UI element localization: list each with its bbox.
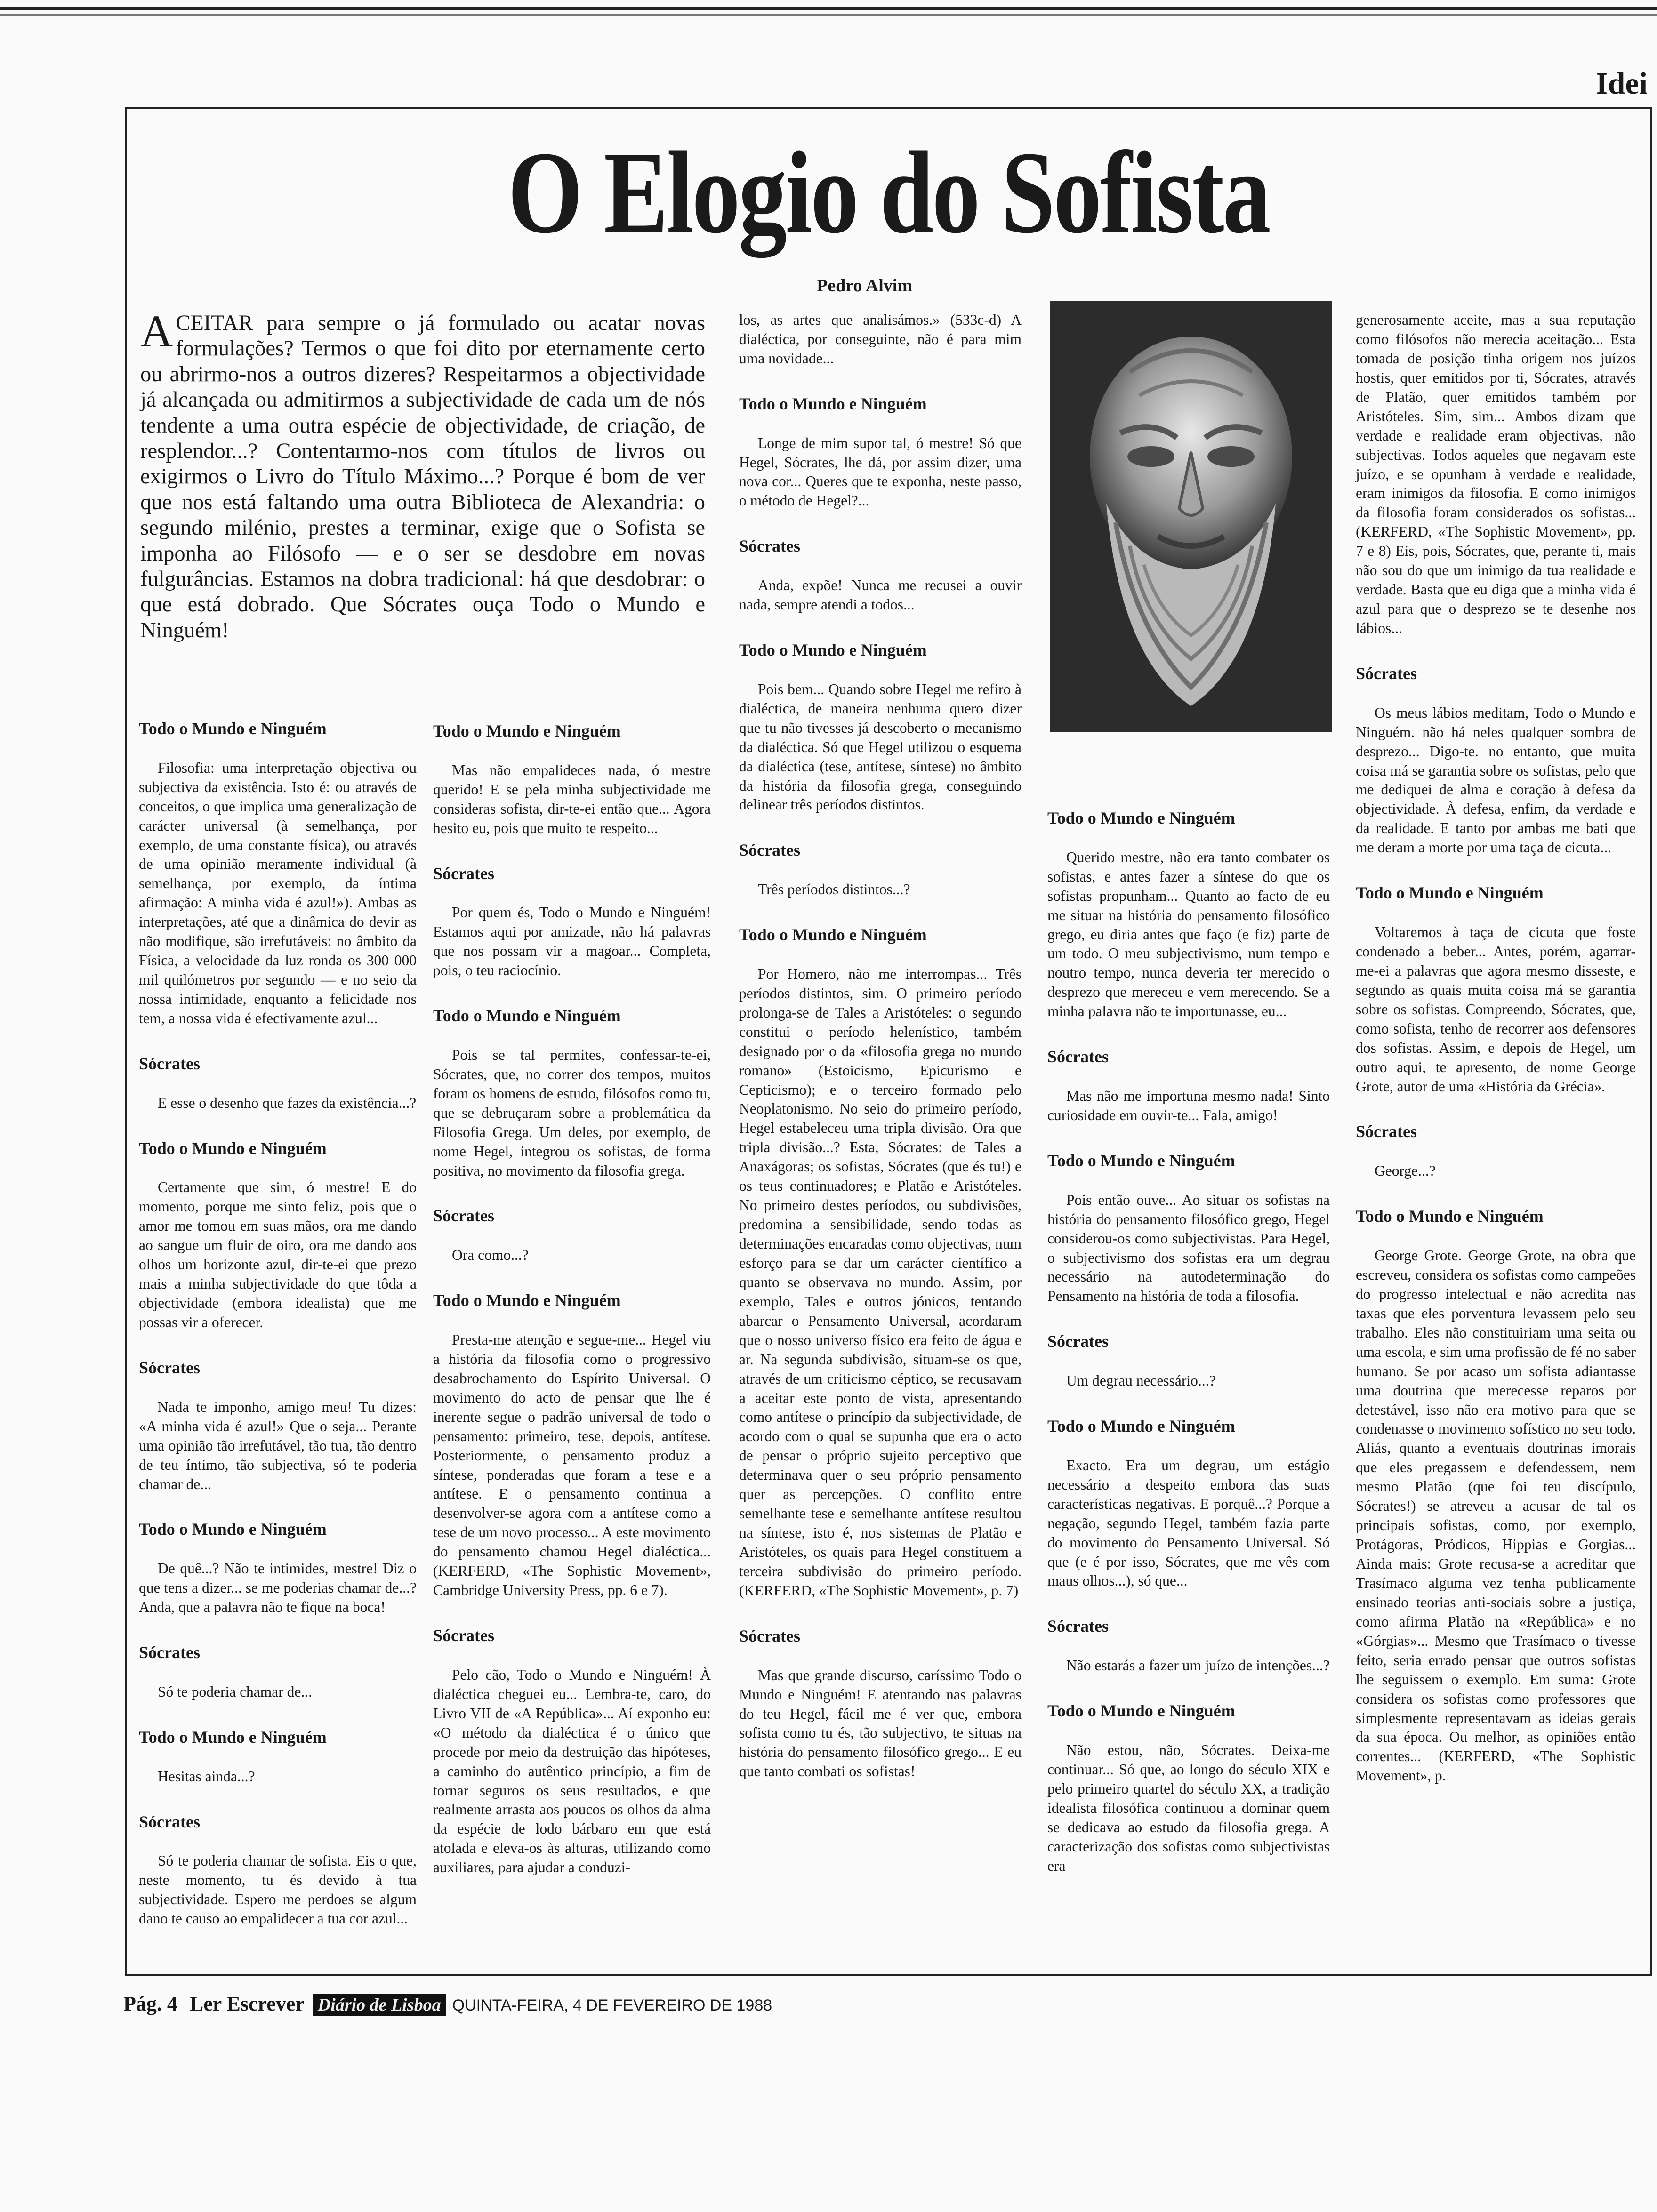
speaker-heading: Todo o Mundo e Ninguém <box>139 1138 327 1158</box>
speaker-heading: Todo o Mundo e Ninguém <box>139 719 327 738</box>
dialogue-paragraph: Os meus lábios meditam, Todo o Mundo e Ninguém. não há neles qualquer sombra de desprezo... Digo-te. no entanto, que muita coisa má se garantia sobre os sofistas, pelo que me dediquei de alma e coração à defesa da objectividade. À defesa, enfim, da verdade e da realidade. E tanto por ambas me bati que me deram a morte por uma taça de cicuta... <box>1356 704 1636 856</box>
dialogue-paragraph: Não estou, não, Sócrates. Deixa-me continuar... Só que, ao longo do século XIX e pelo primeiro quartel do século XX, a tradição idealista filosófica continuou a dominar quem se dedicava ao estudo da filosofia grega. A caracterização dos sofistas como subjectivistas era <box>1047 1741 1330 1874</box>
drop-cap: A <box>140 306 173 356</box>
article-title: O Elogio do Sofista <box>507 128 1270 258</box>
speaker-heading: Sócrates <box>739 1626 800 1645</box>
speaker-heading: Todo o Mundo e Ninguém <box>1356 1207 1544 1226</box>
speaker-heading: Sócrates <box>1047 1617 1109 1636</box>
speaker-heading: Sócrates <box>1047 1332 1109 1351</box>
speaker-heading: Sócrates <box>139 1358 200 1377</box>
dialogue-paragraph: Pois bem... Quando sobre Hegel me refiro à dialéctica, de maneira nenhuma quero dizer que tu não tivesses já descoberto o mecanismo da dialéctica. Só que Hegel utilizou o esquema da dialéctica (tese, antítese, síntese) no âmbito da história da filosofia grega, conseguindo delinear três períodos distintos. <box>739 681 1022 813</box>
dialogue-paragraph: Só te poderia chamar de... <box>158 1683 312 1700</box>
dialogue-paragraph: Pelo cão, Todo o Mundo e Ninguém! À dialéctica cheguei eu... Lembra-te, caro, do Livro VII de «A República»... Aí exponho eu: «O método da dialéctica é o único que procede por meio da destruição das hipóteses, a caminho do autêntico princípio, a fim de tornar seguros os seus resultados, e que realmente arrasta aos poucos os olhos da alma da espécie de lodo bárbaro em que está atolada e eleva-os às alturas, utilizando como auxiliares, para ajudar a conduzi- <box>433 1666 711 1876</box>
speaker-heading: Todo o Mundo e Ninguém <box>139 1727 327 1747</box>
text-column-2 <box>433 720 711 1877</box>
speaker-heading: Todo o Mundo e Ninguém <box>433 1006 621 1026</box>
speaker-heading: Todo o Mundo e Ninguém <box>433 721 621 740</box>
speaker-heading: Sócrates <box>139 1054 200 1073</box>
dialogue-paragraph: Certamente que sim, ó mestre! E do momento, porque me sinto feliz, pois que o amor me tomou em suas mãos, ora me dando ao sangue um fluir de oiro, ora me dando aos olhos um horizonte azul, dir-te-ei que prezo mais a minha subjectividade do que tôda a objectividade (embora idealista) que me possas vir a oferecer. <box>139 1179 417 1331</box>
bust-illustration <box>1050 301 1332 732</box>
dialogue-paragraph: De quê...? Não te intimides, mestre! Diz o que tens a dizer... se me poderias chamar de...? Anda, que a palavra não te fique na boca! <box>139 1560 417 1616</box>
dialogue-paragraph: Filosofia: uma interpretação objectiva ou subjectiva da existência. Isto é: ou através de conceitos, o que implica uma generalização de carácter universal (à semelhança, por exemplo, de uma constante física), ou através de uma opinião meramente individual (à semelhança, por exemplo, da íntima afirmação: A minha vida é azul!»). Ambas as interpretações, até que a dinâmica do devir as não modifique, são irrefutáveis: no âmbito da Física, a velocidade da luz ronda os 300 000 mil quilómetros por segundo — e no seio da nossa intimidade, enquanto a felicidade nos tem, a nossa vida é efectivamente azul... <box>139 759 417 1026</box>
page-footer <box>123 1992 772 2016</box>
dialogue-paragraph: Pois então ouve... Ao situar os sofistas na história do pensamento filosófico grego, Hegel considerou-os como subjectivistas. Para Hegel, o subjectivismo dos sofistas era um degrau necessário na autodeterminação do Pensamento na história de toda a filosofia. <box>1047 1191 1330 1305</box>
speaker-heading: Sócrates <box>139 1812 200 1831</box>
dialogue-paragraph: Três períodos distintos...? <box>758 881 910 898</box>
lead-paragraph <box>140 306 705 643</box>
speaker-heading: Todo o Mundo e Ninguém <box>1356 883 1544 903</box>
section-tag: Idei <box>1596 66 1648 101</box>
dialogue-paragraph: Por quem és, Todo o Mundo e Ninguém! Estamos aqui por amizade, não há palavras que nos possam vir a magoar... Completa, pois, o teu raciocínio. <box>433 904 711 979</box>
dialogue-paragraph: Mas que grande discurso, caríssimo Todo o Mundo e Ninguém! E atentando nas palavras do teu Hegel, fácil me é ver que, embora sofista como tu és, tão subjectivo, te situas na história do pensamento filosófico grego... E eu que tanto combati os sofistas! <box>739 1667 1022 1780</box>
dialogue-paragraph: Ora como...? <box>452 1247 529 1264</box>
issue-date: QUINTA-FEIRA, 4 DE FEVEREIRO DE 1988 <box>452 1996 772 2014</box>
lead-text: CEITAR para sempre o já formulado ou acatar novas formulações? Termos o que foi dito por eternamente certo ou abrirmo-nos a outros dizeres? Respeitarmos a objectividade já alcançada ou admitirmos a subjectividade de cada um de nós tendente a uma outra espécie de objectividade, de criação, de resplendor...? Contentarmo-nos com títulos de livros ou exigirmos o Livro do Título Máximo...? Porque é bom de ver que nos está faltando uma outra Biblioteca de Alexandria: o segundo milénio, prestes a terminar, exige que o Sofista se imponha ao Filósofo — e o ser se desdobre em novas fulgurâncias. Estamos na dobra tradicional: há que desdobrar: o que está dobrado. Que Sócrates ouça Todo o Mundo e Ninguém! <box>140 311 705 642</box>
page-number: Pág. 4 <box>123 1992 177 2015</box>
speaker-heading: Sócrates <box>739 537 800 556</box>
speaker-heading: Todo o Mundo e Ninguém <box>739 925 927 945</box>
dialogue-paragraph: Mas não empalideces nada, ó mestre querido! E se pela minha subjectividade me consideras sofista, dir-te-ei então que... Agora hesito eu, pois que muito te respeito... <box>433 761 711 836</box>
speaker-heading: Sócrates <box>433 1626 494 1645</box>
dialogue-paragraph: generosamente aceite, mas a sua reputação como filósofos não merecia aceitação... Esta tomada de posição tinha origem nos juízos hostis, quer emitidos por ti, Sócrates, através de Platão, quer emitidos também por Aristóteles. Sim, sim... Ambos dizam que verdade e realidade eram objectivas, não subjectivas. Todos aqueles que negavam este juízo, e se opunham à verdade e realidade, eram inimigos da filosofia. E como inimigos da filosofia foram considerados os sofistas... (KERFERD, «The Sophistic Movement», pp. 7 e 8) Eis, pois, Sócrates, que, perante ti, mais não sou do que um inimigo da tua realidade e verdade. Basta que eu diga que a minha vida é azul para que o desprezo se te desenhe nos lábios... <box>1356 312 1636 636</box>
top-rule <box>0 7 1657 10</box>
dialogue-paragraph: los, as artes que analisámos.» (533c-d) A dialéctica, por conseguinte, não é para mim uma novidade... <box>739 312 1022 367</box>
speaker-heading: Todo o Mundo e Ninguém <box>739 641 927 660</box>
dialogue-paragraph: George Grote. George Grote, na obra que escreveu, considera os sofistas como campeões do progresso intelectual e não acredita nas taxas que eles porventura levassem pelo seu trabalho. Eles não constituiriam uma seita ou uma escola, e sim uma profissão de fé no saber humano. Se por acaso um sofista adiantasse uma doutrina que merecesse reparos por detestável, isso não era motivo para que se condenasse o movimento sofístico no seu todo. Aliás, quanto a eventuais doutrinas imorais que eles pregassem e defendessem, nem mesmo Platão (que foi teu discípulo, Sócrates!) se atreveu a acusar de tal os principais sofistas, como, por exemplo, Protágoras, Pródicos, Hippias e Gorgias... Ainda mais: Grote recusa-se a acreditar que Trasímaco alguma vez tenha publicamente ensinado teorias anti-sociais sobre a justiça, como afirma Platão na «República» e no «Górgias»... Mesmo que Trasímaco o tivesse feito, seria errado pensar que outros sofistas lhe seguissem o exemplo. Em suma: Grote considera os sofistas como professores que simplesmente representavam as ideias gerais da sua época. Ou melhor, as opiniões então correntes... (KERFERD, «The Sophistic Movement», p. <box>1356 1247 1636 1784</box>
speaker-heading: Todo o Mundo e Ninguém <box>1047 1417 1235 1436</box>
speaker-heading: Todo o Mundo e Ninguém <box>739 394 927 413</box>
top-rule-thin <box>0 14 1657 16</box>
speaker-heading: Sócrates <box>1356 664 1417 683</box>
speaker-heading: Sócrates <box>433 1206 494 1226</box>
dialogue-paragraph: Anda, expõe! Nunca me recusei a ouvir nada, sempre atendi a todos... <box>739 577 1022 613</box>
dialogue-paragraph: Não estarás a fazer um juízo de intenções...? <box>1066 1657 1330 1674</box>
text-column-5 <box>1356 311 1636 1786</box>
dialogue-paragraph: Longe de mim supor tal, ó mestre! Só que Hegel, Sócrates, lhe dá, por assim dizer, uma nova cor... Queres que te exponha, neste passo, o método de Hegel?... <box>739 434 1022 509</box>
dialogue-paragraph: E esse o desenho que fazes da existência...? <box>158 1094 417 1111</box>
speaker-heading: Todo o Mundo e Ninguém <box>433 1291 621 1310</box>
dialogue-paragraph: Voltaremos à taça de cicuta que foste condenado a beber... Antes, porém, agarrar-me-ei a palavras que agora mesmo disseste, e segundo as quais muita coisa má se garantia sobre os sofistas. Compreendo, Sócrates, que, como sofista, tenho de recorrer aos defensores dos sofistas. Assim, e depois de Hegel, um outro aqui, te apresento, de nome George Grote, autor de uma «História da Grécia». <box>1356 924 1636 1095</box>
dialogue-paragraph: Hesitas ainda...? <box>158 1768 255 1785</box>
text-column-3 <box>739 311 1022 1781</box>
author-byline: Pedro Alvim <box>817 276 913 296</box>
speaker-heading: Todo o Mundo e Ninguém <box>139 1520 327 1539</box>
dialogue-paragraph: Só te poderia chamar de sofista. Eis o que, neste momento, tu és devido à tua subjectividade. Espero me perdoes se algum dano te causo ao empalidecer a tua cor azul... <box>139 1852 417 1927</box>
dialogue-paragraph: Pois se tal permites, confessar-te-ei, Sócrates, que, no correr dos tempos, muitos foram os homens de estudo, filósofos como tu, que se debruçaram sobre a problemática da Filosofia Grega. Um deles, por exemplo, de nome Hegel, integrou os sofistas, de forma positiva, no movimento da filosofia grega. <box>433 1046 711 1179</box>
dialogue-paragraph: Por Homero, não me interrompas... Três períodos distintos, sim. O primeiro período prolonga-se de Tales a Aristóteles: o segundo constitui o período helenístico, também designado por o da «filosofia grega no mundo romano» (Estoicismo, Epicurismo e Cepticismo); e o terceiro formado pelo Neoplatonismo. No seio do primeiro período, Hegel estabeleceu uma tripla divisão. Ora que tripla divisão...? Esta, Sócrates: de Tales a Anaxágoras; os sofistas, Sócrates (que és tu!) e os teus continuadores; e Platão e Aristóteles. No primeiro destes períodos, ou subdivisões, predomina a sensibilidade, sendo todas as determinações encaradas como objectivas, num esforço para se dar um carácter científico a quanto se observava no mundo. Assim, por exemplo, Tales e outros jónicos, tentando abarcar o Pensamento Universal, acordaram que o nosso universo físico era feito de água e ar. Na segunda subdivisão, situam-se os que, através de um criticismo céptico, se recusavam a aceitar este ponto de vista, apresentando como antítese o princípio da subjectividade, de acordo com o qual se supunha que era o acto de pensar o próprio sujeito perceptivo que determinava quer o seu próprio pensamento quer as percepções. O conflito entre semelhante tese e semelhante antítese resultou na síntese, isto é, nos sistemas de Platão e Aristóteles, os quais para Hegel constituem a terceira subdivisão do primeiro período. (KERFERD, «The Sophistic Movement», p. 7) <box>739 965 1022 1599</box>
speaker-heading: Sócrates <box>1356 1122 1417 1141</box>
dialogue-paragraph: Mas não me importuna mesmo nada! Sinto curiosidade em ouvir-te... Fala, amigo! <box>1047 1088 1330 1123</box>
speaker-heading: Sócrates <box>1047 1047 1109 1066</box>
dialogue-paragraph: George...? <box>1375 1162 1436 1179</box>
section-name: Ler Escrever <box>189 1992 305 2015</box>
text-column-4 <box>1047 807 1330 1876</box>
dialogue-paragraph: Nada te imponho, amigo meu! Tu dizes: «A minha vida é azul!» Que o seja... Perante uma opinião tão irrefutável, tão tua, tão dentro de teu íntimo, tão subjectiva, só te poderia chamar de... <box>139 1398 417 1492</box>
dialogue-paragraph: Exacto. Era um degrau, um estágio necessário a despeito embora das suas características negativas. E porquê...? Porque a negação, segundo Hegel, também fazia parte do movimento do Pensamento Universal. Só que (e é por isso, Sócrates, que me vês com maus olhos...), só que... <box>1047 1457 1330 1589</box>
speaker-heading: Sócrates <box>433 864 494 883</box>
speaker-heading: Sócrates <box>139 1643 200 1662</box>
dialogue-paragraph: Querido mestre, não era tanto combater os sofistas, e antes fazer a síntese do que os sofistas propunham... Quanto ao facto de eu me situar na história do pensamento filosófico grego, eu diria antes que faço (e fiz) parte de um todo. O meu subjectivismo, num tempo e noutro tempo, nunca deveria ter merecido o desprezo que mereceu e vem merecendo. Se a minha palavra não te importunasse, eu... <box>1047 849 1330 1020</box>
speaker-heading: Todo o Mundo e Ninguém <box>1047 1151 1235 1170</box>
dialogue-paragraph: Presta-me atenção e segue-me... Hegel viu a história da filosofia como o progressivo desabrochamento do Espírito Universal. O movimento do acto de pensar que lhe é inerente segue o padrão universal de todo o pensamento: primeiro, tese, depois, antítese. Posteriormente, o pensamento produz a síntese, ponderadas que foram a tese e a antítese. E o pensamento continua a desenvolver-se agora com a antítese como a tese de um novo processo... A este movimento do pensamento chamou Hegel dialéctica... (KERFERD, «The Sophistic Movement», Cambridge University Press, pp. 6 e 7). <box>433 1331 711 1599</box>
speaker-heading: Todo o Mundo e Ninguém <box>1047 1701 1235 1721</box>
text-column-1 <box>139 718 417 1929</box>
speaker-heading: Sócrates <box>739 841 800 860</box>
dialogue-paragraph: Um degrau necessário...? <box>1066 1372 1216 1389</box>
newspaper-logo: Diário de Lisboa <box>313 1994 446 2016</box>
socrates-bust-photo <box>1050 301 1332 732</box>
speaker-heading: Todo o Mundo e Ninguém <box>1047 809 1235 827</box>
